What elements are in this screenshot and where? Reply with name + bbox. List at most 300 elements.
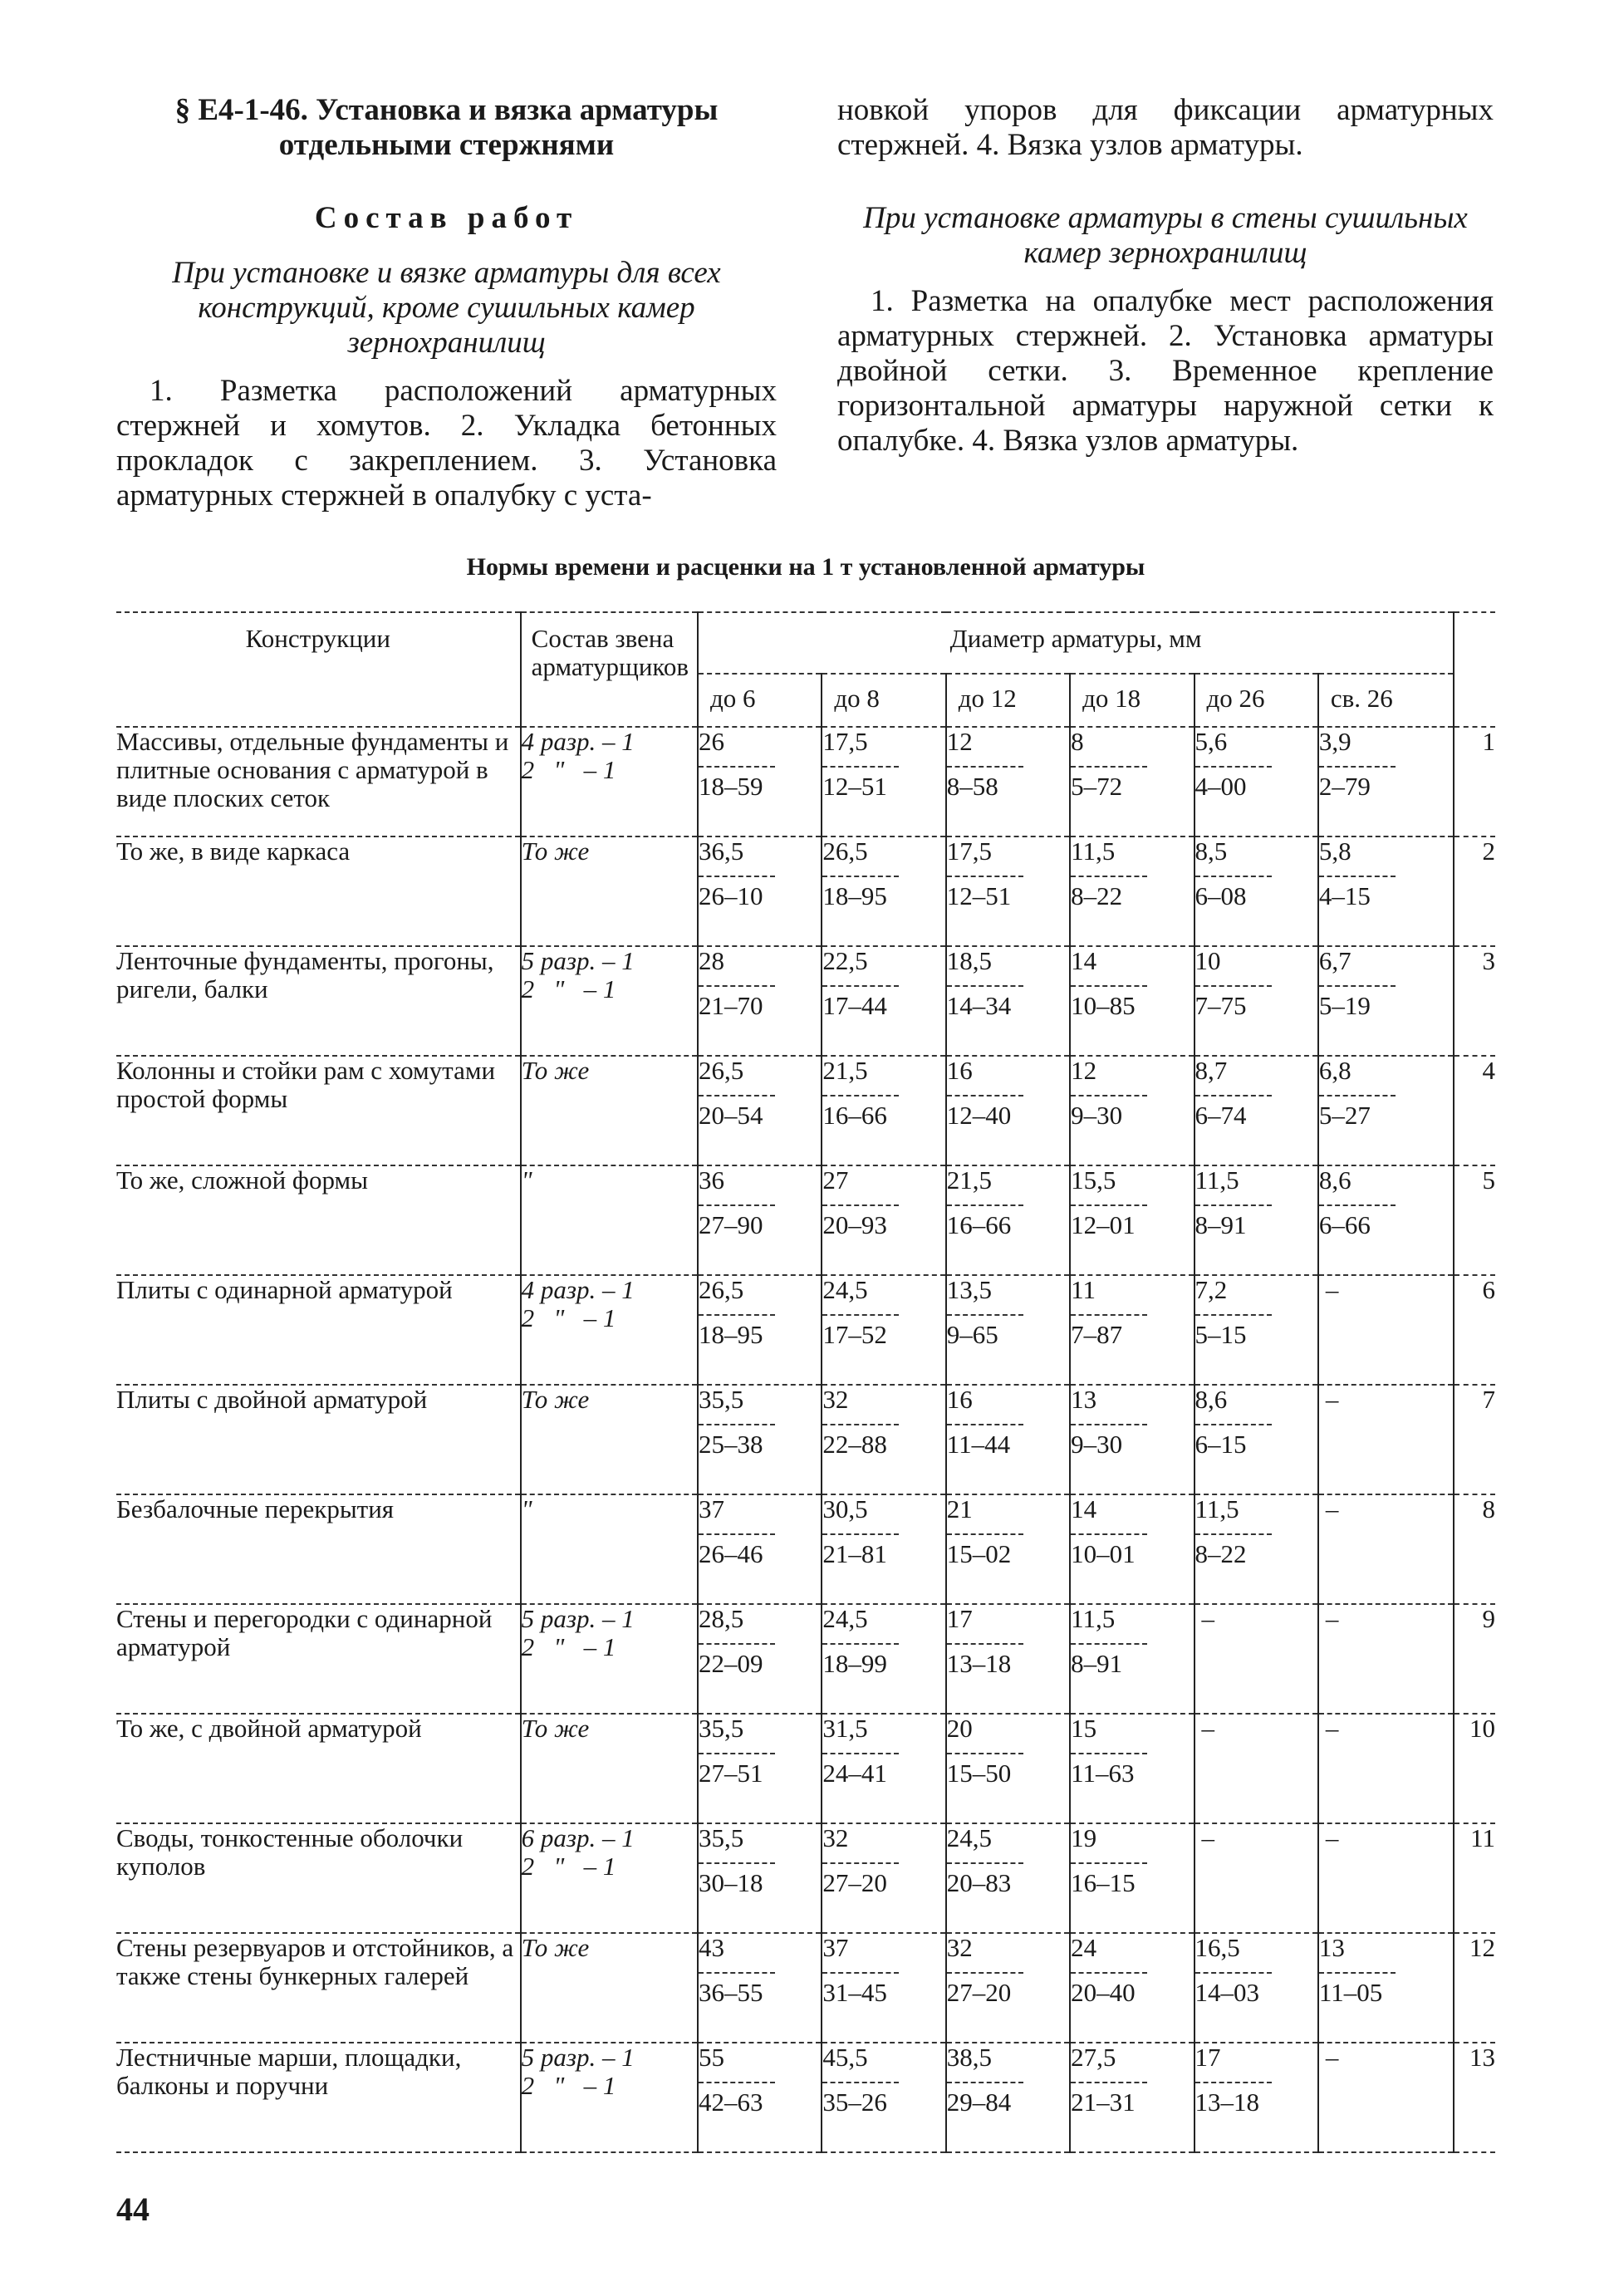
fraction-line (822, 1643, 899, 1645)
fraction-line (822, 1095, 899, 1096)
page-number: 44 (116, 2191, 150, 2228)
norm-cell (822, 1604, 945, 1714)
construction-name: Лестничные марши, площадки, балконы и поручни (116, 2043, 521, 2152)
norm-cell (1318, 1714, 1454, 1823)
fraction-line (822, 1753, 899, 1754)
norm-cell (1070, 1056, 1194, 1165)
norm-cell (698, 727, 822, 836)
table-row (116, 1165, 1495, 1275)
norm-cell (698, 1056, 822, 1165)
header-team: Состав звена арматурщиков (521, 612, 698, 727)
row-number: 3 (1454, 946, 1495, 1056)
norm-cell (1194, 1385, 1318, 1494)
price: 15–50 (946, 1759, 1012, 1788)
fraction-line (822, 1972, 899, 1974)
norm-cell (698, 1933, 822, 2043)
construction-name: Безбалочные перекрытия (116, 1494, 521, 1604)
price: 13–18 (1194, 2087, 1260, 2117)
time-norm: 21,5 (946, 1165, 993, 1195)
time-norm: 11 (1071, 1275, 1096, 1304)
time-norm: 35,5 (699, 1385, 744, 1414)
row-number: 6 (1454, 1275, 1495, 1385)
team-composition (521, 2043, 698, 2152)
time-norm: 11,5 (1194, 1494, 1239, 1523)
price: 6–15 (1194, 1430, 1247, 1459)
row-number: 2 (1454, 836, 1495, 946)
team-composition (521, 1933, 698, 2043)
norm-cell (698, 2043, 822, 2152)
norm-cell (1194, 1494, 1318, 1604)
fraction-line (947, 876, 1023, 877)
price: 11–44 (946, 1430, 1011, 1459)
fraction-line (1195, 1204, 1272, 1206)
price: 16–66 (946, 1210, 1012, 1239)
fraction-line (1071, 1314, 1147, 1316)
header-diameter-3: до 12 (946, 674, 1070, 727)
fraction-line (699, 1533, 775, 1535)
norm-cell (1070, 946, 1194, 1056)
norm-cell (1070, 1933, 1194, 2043)
right-column (837, 93, 1494, 459)
norm-cell (946, 1494, 1070, 1604)
time-norm: 14 (1071, 946, 1097, 975)
fraction-line (1195, 1424, 1272, 1425)
time-norm: 8 (1071, 727, 1084, 756)
time-norm: 10 (1194, 946, 1221, 975)
time-norm: 35,5 (699, 1714, 744, 1743)
time-norm: 15 (1071, 1714, 1097, 1743)
header-diameter: Диаметр арматуры, мм (698, 612, 1454, 674)
price: 12–01 (1071, 1210, 1136, 1239)
price: 29–84 (946, 2087, 1012, 2117)
fraction-line (699, 1204, 775, 1206)
team-line-2: 2 " – 1 (521, 755, 616, 784)
table-row (116, 946, 1495, 1056)
price: 27–20 (822, 1868, 887, 1897)
time-norm: 26,5 (699, 1056, 744, 1085)
norm-cell (1194, 2043, 1318, 2152)
time-norm: 5,6 (1194, 727, 1228, 756)
fraction-line (699, 1314, 775, 1316)
price: 21–81 (822, 1539, 887, 1568)
norm-cell (1318, 946, 1454, 1056)
fraction-line (699, 1753, 775, 1754)
time-norm: 3,9 (1318, 727, 1351, 756)
price: 6–66 (1318, 1210, 1371, 1239)
price: 5–15 (1194, 1320, 1247, 1349)
fraction-line (822, 1862, 899, 1864)
norm-cell (698, 1823, 822, 1933)
row-number: 11 (1454, 1823, 1495, 1933)
fraction-line (1195, 876, 1272, 877)
time-norm: 8,6 (1194, 1385, 1228, 1414)
price: 18–95 (699, 1320, 763, 1349)
fraction-line (699, 2082, 775, 2083)
empty-value: – (1325, 1385, 1339, 1414)
time-norm: 21 (946, 1494, 973, 1523)
price: 12–51 (946, 881, 1012, 910)
fraction-line (699, 1972, 775, 1974)
price: 8–91 (1194, 1210, 1247, 1239)
team-line-1: То же (521, 1385, 590, 1414)
price: 22–09 (699, 1649, 763, 1678)
team-line-1: 5 разр. – 1 (521, 946, 635, 975)
time-norm: 38,5 (946, 2043, 993, 2072)
fraction-line (699, 766, 775, 768)
norm-cell (1318, 1823, 1454, 1933)
fraction-line (1071, 1862, 1147, 1864)
norm-cell (1194, 836, 1318, 946)
norm-cell (698, 946, 822, 1056)
time-norm: 24,5 (946, 1823, 993, 1852)
team-line-1: " (521, 1165, 532, 1195)
empty-value: – (1325, 1714, 1339, 1743)
norm-cell (1194, 946, 1318, 1056)
time-norm: 17,5 (946, 836, 993, 866)
norm-cell (1318, 2043, 1454, 2152)
price: 8–58 (946, 772, 998, 801)
time-norm: 14 (1071, 1494, 1097, 1523)
work-composition-title: Состав работ (314, 201, 579, 235)
fraction-line (1195, 1533, 1272, 1535)
norm-cell (822, 2043, 945, 2152)
time-norm: 24,5 (822, 1604, 868, 1633)
price: 7–75 (1194, 991, 1247, 1020)
time-norm: 26 (699, 727, 725, 756)
table-row (116, 1494, 1495, 1604)
team-line-1: 4 разр. – 1 (521, 1275, 635, 1304)
price: 42–63 (699, 2087, 763, 2117)
time-norm: 7,2 (1194, 1275, 1228, 1304)
fraction-line (699, 876, 775, 877)
time-norm: 22,5 (822, 946, 868, 975)
header-diameter-5: до 26 (1194, 674, 1318, 727)
table-row (116, 1385, 1495, 1494)
norm-cell (1070, 1385, 1194, 1494)
price: 26–10 (699, 881, 763, 910)
time-norm: 26,5 (822, 836, 868, 866)
construction-name: Плиты с одинарной арматурой (116, 1275, 521, 1385)
norms-table-body (116, 727, 1495, 2152)
norm-cell (1318, 1056, 1454, 1165)
fraction-line (1071, 985, 1147, 987)
norm-cell (1318, 1275, 1454, 1385)
fraction-line (947, 766, 1023, 768)
price: 18–99 (822, 1649, 887, 1678)
fraction-line (947, 2082, 1023, 2083)
price: 2–79 (1318, 772, 1371, 801)
price: 9–30 (1071, 1430, 1123, 1459)
time-norm: 17 (1194, 2043, 1221, 2072)
time-norm: 6,8 (1318, 1056, 1351, 1085)
price: 8–22 (1194, 1539, 1247, 1568)
team-composition (521, 1494, 698, 1604)
norm-cell (946, 1823, 1070, 1933)
fraction-line (1071, 1204, 1147, 1206)
time-norm: 55 (699, 2043, 725, 2072)
price: 13–18 (946, 1649, 1012, 1678)
row-number: 13 (1454, 2043, 1495, 2152)
price: 20–93 (822, 1210, 887, 1239)
norm-cell (946, 2043, 1070, 2152)
fraction-line (1071, 1972, 1147, 1974)
time-norm: 36 (699, 1165, 725, 1195)
price: 9–65 (946, 1320, 998, 1349)
price: 21–31 (1071, 2087, 1136, 2117)
left-paragraph: 1. Разметка расположений арматурных стержней и хомутов. 2. Укладка бетонных прокладок с закреплением. 3. Установка арматурных стержней в опалубку с уста- (116, 374, 777, 513)
norm-cell (822, 1385, 945, 1494)
row-number: 9 (1454, 1604, 1495, 1714)
time-norm: 18,5 (946, 946, 993, 975)
fraction-line (1319, 876, 1396, 877)
row-number: 12 (1454, 1933, 1495, 2043)
fraction-line (1195, 985, 1272, 987)
table-row (116, 1823, 1495, 1933)
row-number: 5 (1454, 1165, 1495, 1275)
construction-name: Стены и перегородки с одинарной арматурой (116, 1604, 521, 1714)
fraction-line (822, 876, 899, 877)
team-line-2: 2 " – 1 (521, 1632, 616, 1661)
team-composition (521, 946, 698, 1056)
price: 22–88 (822, 1430, 887, 1459)
price: 16–15 (1071, 1868, 1136, 1897)
empty-value: – (1325, 1494, 1339, 1523)
fraction-line (822, 1314, 899, 1316)
norm-cell (698, 1165, 822, 1275)
time-norm: 12 (1071, 1056, 1097, 1085)
team-composition (521, 1056, 698, 1165)
table-row (116, 1056, 1495, 1165)
team-line-1: " (521, 1494, 532, 1523)
time-norm: 27 (822, 1165, 849, 1195)
time-norm: 24,5 (822, 1275, 868, 1304)
price: 4–00 (1194, 772, 1247, 801)
construction-name: Колонны и стойки рам с хомутами простой формы (116, 1056, 521, 1165)
price: 8–91 (1071, 1649, 1123, 1678)
fraction-line (947, 1204, 1023, 1206)
team-line-1: 6 разр. – 1 (521, 1823, 635, 1852)
norm-cell (1318, 1604, 1454, 1714)
time-norm: 26,5 (699, 1275, 744, 1304)
price: 30–18 (699, 1868, 763, 1897)
norm-cell (1070, 1275, 1194, 1385)
norm-cell (1070, 2043, 1194, 2152)
norm-cell (946, 1933, 1070, 2043)
time-norm: 36,5 (699, 836, 744, 866)
fraction-line (1071, 1643, 1147, 1645)
norm-cell (1318, 1165, 1454, 1275)
team-line-2: 2 " – 1 (521, 974, 616, 1003)
row-number: 1 (1454, 727, 1495, 836)
time-norm: 32 (822, 1385, 849, 1414)
price: 27–20 (946, 1978, 1012, 2007)
team-line-2: 2 " – 1 (521, 2071, 616, 2100)
row-number: 10 (1454, 1714, 1495, 1823)
time-norm: 15,5 (1071, 1165, 1116, 1195)
left-subtitle: При установке и вязке арматуры для всех конструкций, кроме сушильных камер зернохранилищ (172, 256, 721, 360)
team-line-1: 4 разр. – 1 (521, 727, 635, 756)
table-row (116, 1933, 1495, 2043)
fraction-line (947, 1643, 1023, 1645)
price: 5–27 (1318, 1101, 1371, 1130)
price: 5–19 (1318, 991, 1371, 1020)
construction-name: То же, с двойной арматурой (116, 1714, 521, 1823)
header-row-number (1454, 612, 1495, 727)
price: 15–02 (946, 1539, 1012, 1568)
norm-cell (1070, 1494, 1194, 1604)
team-line-1: То же (521, 1933, 590, 1962)
fraction-line (947, 1862, 1023, 1864)
fraction-line (1319, 766, 1396, 768)
construction-name: То же, в виде каркаса (116, 836, 521, 946)
fraction-line (1319, 1095, 1396, 1096)
price: 4–15 (1318, 881, 1371, 910)
time-norm: 32 (946, 1933, 973, 1962)
price: 14–03 (1194, 1978, 1260, 2007)
norm-cell (1318, 1494, 1454, 1604)
norm-cell (1318, 727, 1454, 836)
time-norm: 28 (699, 946, 725, 975)
empty-value: – (1201, 1604, 1215, 1633)
time-norm: 8,7 (1194, 1056, 1228, 1085)
price: 17–52 (822, 1320, 887, 1349)
fraction-line (822, 985, 899, 987)
price: 11–63 (1071, 1759, 1135, 1788)
empty-value: – (1325, 1275, 1339, 1304)
norm-cell (946, 1165, 1070, 1275)
time-norm: 11,5 (1194, 1165, 1239, 1195)
fraction-line (947, 1972, 1023, 1974)
time-norm: 43 (699, 1933, 725, 1962)
fraction-line (1195, 766, 1272, 768)
fraction-line (822, 1424, 899, 1425)
norm-cell (822, 836, 945, 946)
price: 11–05 (1318, 1978, 1383, 2007)
norm-cell (698, 836, 822, 946)
norm-cell (822, 1933, 945, 2043)
team-line-2: 2 " – 1 (521, 1852, 616, 1881)
norm-cell (946, 1385, 1070, 1494)
price: 6–08 (1194, 881, 1247, 910)
fraction-line (947, 1095, 1023, 1096)
price: 25–38 (699, 1430, 763, 1459)
fraction-line (947, 1753, 1023, 1754)
norm-cell (946, 1056, 1070, 1165)
table-row (116, 727, 1495, 836)
norm-cell (1194, 1714, 1318, 1823)
norm-cell (1194, 1823, 1318, 1933)
time-norm: 11,5 (1071, 836, 1116, 866)
norm-cell (822, 1165, 945, 1275)
norm-cell (946, 946, 1070, 1056)
empty-value: – (1325, 2043, 1339, 2072)
norm-cell (698, 1494, 822, 1604)
time-norm: 28,5 (699, 1604, 744, 1633)
norm-cell (698, 1275, 822, 1385)
norm-cell (1318, 836, 1454, 946)
row-number: 4 (1454, 1056, 1495, 1165)
norm-cell (1070, 836, 1194, 946)
norm-cell (822, 1494, 945, 1604)
price: 21–70 (699, 991, 763, 1020)
price: 18–95 (822, 881, 887, 910)
time-norm: 21,5 (822, 1056, 868, 1085)
time-norm: 5,8 (1318, 836, 1351, 866)
time-norm: 37 (699, 1494, 725, 1523)
norm-cell (1070, 1604, 1194, 1714)
team-composition (521, 1275, 698, 1385)
team-composition (521, 1385, 698, 1494)
row-number: 7 (1454, 1385, 1495, 1494)
row-number: 8 (1454, 1494, 1495, 1604)
team-composition (521, 1604, 698, 1714)
price: 18–59 (699, 772, 763, 801)
price: 10–85 (1071, 991, 1136, 1020)
fraction-line (1319, 1972, 1396, 1974)
norm-cell (1070, 1714, 1194, 1823)
price: 20–54 (699, 1101, 763, 1130)
time-norm: 32 (822, 1823, 849, 1852)
construction-name: То же, сложной формы (116, 1165, 521, 1275)
price: 5–72 (1071, 772, 1123, 801)
fraction-line (822, 2082, 899, 2083)
price: 26–46 (699, 1539, 763, 1568)
table-row (116, 1714, 1495, 1823)
fraction-line (699, 1643, 775, 1645)
fraction-line (947, 985, 1023, 987)
norm-cell (1194, 1933, 1318, 2043)
time-norm: 8,5 (1194, 836, 1228, 866)
header-construction: Конструкции (116, 612, 521, 727)
price: 31–45 (822, 1978, 887, 2007)
price: 14–34 (946, 991, 1012, 1020)
time-norm: 8,6 (1318, 1165, 1351, 1195)
norm-cell (946, 1275, 1070, 1385)
price: 24–41 (822, 1759, 887, 1788)
norm-cell (1194, 1275, 1318, 1385)
team-line-1: То же (521, 1714, 590, 1743)
fraction-line (1071, 1424, 1147, 1425)
norm-cell (1070, 1165, 1194, 1275)
fraction-line (1071, 1095, 1147, 1096)
norms-table (116, 611, 1495, 2153)
section-heading-line-1: § Е4-1-46. Установка и вязка арматуры (174, 93, 719, 127)
fraction-line (1319, 985, 1396, 987)
norm-cell (1318, 1385, 1454, 1494)
price: 35–26 (822, 2087, 887, 2117)
price: 27–90 (699, 1210, 763, 1239)
fraction-line (1071, 1753, 1147, 1754)
price: 17–44 (822, 991, 887, 1020)
fraction-line (822, 1204, 899, 1206)
construction-name: Плиты с двойной арматурой (116, 1385, 521, 1494)
fraction-line (699, 985, 775, 987)
construction-name: Своды, тонкостенные оболочки куполов (116, 1823, 521, 1933)
fraction-line (947, 1533, 1023, 1535)
time-norm: 37 (822, 1933, 849, 1962)
price: 6–74 (1194, 1101, 1247, 1130)
norm-cell (1194, 727, 1318, 836)
norm-cell (946, 1714, 1070, 1823)
right-subtitle: При установке арматуры в стены сушильных камер зернохранилищ (863, 201, 1468, 270)
header-diameter-4: до 18 (1070, 674, 1194, 727)
fraction-line (822, 1533, 899, 1535)
time-norm: 31,5 (822, 1714, 868, 1743)
fraction-line (947, 1314, 1023, 1316)
empty-value: – (1201, 1823, 1215, 1852)
fraction-line (1071, 876, 1147, 877)
time-norm: 11,5 (1071, 1604, 1116, 1633)
